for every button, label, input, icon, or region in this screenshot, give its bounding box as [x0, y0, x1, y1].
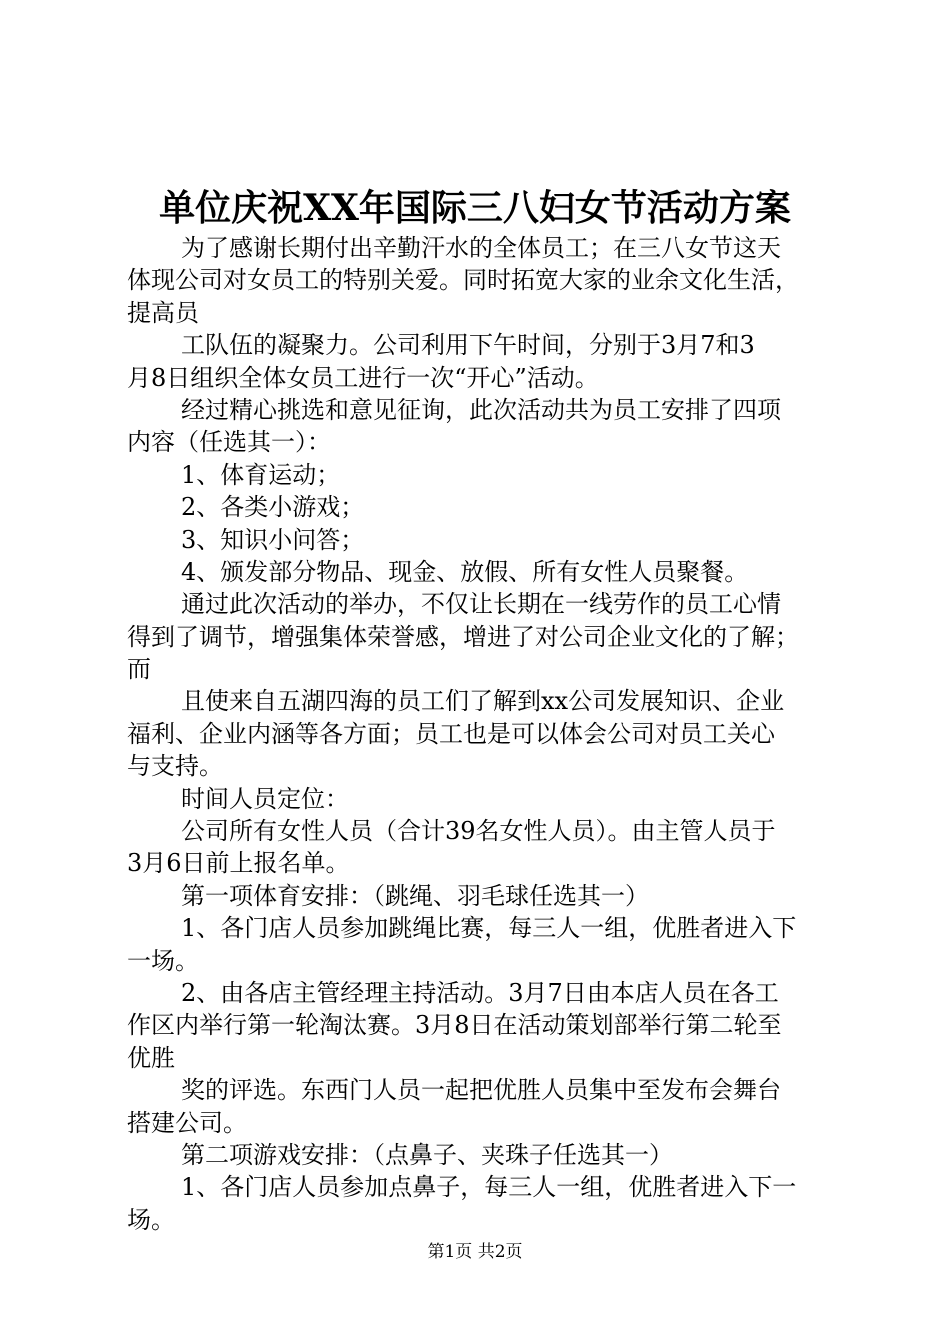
body-line: 2、各类小游戏； — [181, 493, 365, 522]
body-line: 福利、企业内涵等各方面；员工也是可以体会公司对员工关心 — [127, 719, 775, 748]
body-line: 2、由各店主管经理主持活动。3月7日由本店人员在各工 — [181, 978, 779, 1007]
body-line: 1、各门店人员参加跳绳比赛，每三人一组，优胜者进入下 — [181, 914, 797, 943]
body-line: 3月6日前上报名单。 — [127, 849, 350, 878]
body-line: 3、知识小问答； — [181, 525, 365, 554]
body-line: 4、颁发部分物品、现金、放假、所有女性人员聚餐。 — [181, 557, 749, 586]
body-line: 第一项体育安排：（跳绳、羽毛球任选其一） — [181, 881, 649, 910]
body-line: 得到了调节，增强集体荣誉感，增进了对公司企业文化的了解； — [127, 622, 799, 651]
body-line: 场。 — [127, 1205, 175, 1234]
body-line: 作区内举行第一轮淘汰赛。3月8日在活动策划部举行第二轮至 — [127, 1011, 782, 1040]
page-footer: 第1页 共2页 — [427, 1242, 523, 1262]
body-line: 通过此次活动的举办，不仅让长期在一线劳作的员工心情 — [181, 590, 781, 619]
body-line: 1、体育运动； — [181, 460, 341, 489]
body-line: 与支持。 — [127, 752, 223, 781]
body-line: 奖的评选。东西门人员一起把优胜人员集中至发布会舞台 — [181, 1076, 781, 1105]
body-line: 而 — [127, 655, 151, 684]
body-line: 经过精心挑选和意见征询，此次活动共为员工安排了四项 — [181, 395, 781, 424]
body-line: 优胜 — [127, 1043, 175, 1072]
document-title: 单位庆祝XX年国际三八妇女节活动方案 — [159, 187, 791, 229]
body-line: 时间人员定位： — [181, 784, 349, 813]
body-line: 第二项游戏安排：（点鼻子、夹珠子任选其一） — [181, 1140, 673, 1169]
body-line: 提高员 — [127, 298, 199, 327]
body-line: 一场。 — [127, 946, 199, 975]
body-line: 工队伍的凝聚力。公司利用下午时间，分别于3月7和3 — [181, 331, 755, 360]
body-line: 为了感谢长期付出辛勤汗水的全体员工；在三八女节这天 — [181, 234, 781, 262]
document-body — [127, 232, 841, 1236]
body-line: 1、各门店人员参加点鼻子，每三人一组，优胜者进入下一 — [181, 1173, 797, 1202]
body-line: 体现公司对女员工的特别关爱。同时拓宽大家的业余文化生活， — [127, 266, 799, 295]
body-line: 月8日组织全体女员工进行一次“开心”活动。 — [127, 363, 599, 392]
body-line: 公司所有女性人员（合计39名女性人员）。由主管人员于 — [181, 817, 776, 846]
body-line: 内容（任选其一）： — [127, 428, 331, 457]
body-line: 且使来自五湖四海的员工们了解到xx公司发展知识、企业 — [181, 687, 785, 716]
body-line: 搭建公司。 — [127, 1108, 247, 1137]
